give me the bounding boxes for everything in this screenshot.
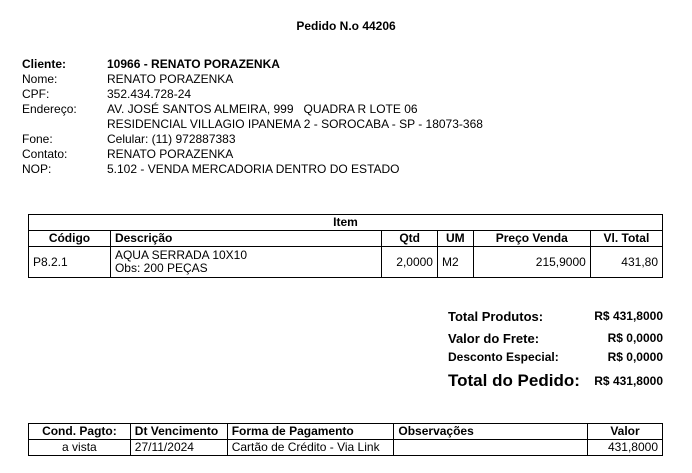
item-qty: 2,0000: [382, 247, 438, 278]
customer-value-nome: RENATO PORAZENKA: [107, 72, 234, 86]
customer-value-cliente: 10966 - RENATO PORAZENKA: [107, 57, 280, 71]
payment-method: Cartão de Crédito - Via Link: [227, 440, 394, 456]
valor-frete-value: R$ 0,0000: [607, 331, 663, 345]
customer-label-nop: NOP:: [22, 162, 52, 176]
customer-label-endereco: Endereço:: [22, 102, 77, 116]
valor-frete-label: Valor do Frete:: [448, 331, 540, 346]
item-description: AQUA SERRADA 10X10: [114, 248, 248, 262]
payment-cond: a vista: [29, 440, 131, 456]
payment-value: 431,8000: [588, 440, 663, 456]
customer-value-endereco-line2: RESIDENCIAL VILLAGIO IPANEMA 2 - SOROCABA - SP - 18073-368: [107, 117, 483, 131]
customer-value-endereco: AV. JOSÉ SANTOS ALMEIRA, 999 QUADRA R LOTE 06: [107, 102, 418, 116]
total-pedido-label: Total do Pedido:: [448, 371, 580, 390]
items-caption: Item: [29, 215, 663, 231]
col-header-qtd: Qtd: [382, 231, 438, 247]
col-header-forma-pagamento: Forma de Pagamento: [227, 424, 394, 440]
customer-label-contato: Contato:: [22, 147, 68, 161]
col-header-um: UM: [437, 231, 473, 247]
table-row: [29, 247, 663, 278]
payment-obs: [394, 440, 588, 456]
items-table: [28, 214, 663, 278]
customer-value-contato: RENATO PORAZENKA: [107, 147, 234, 161]
col-header-descricao: Descrição: [110, 231, 381, 247]
item-code: P8.2.1: [29, 247, 111, 278]
page-title: Pedido N.o 44206: [296, 19, 396, 33]
col-header-cond-pagto: Cond. Pagto:: [29, 424, 131, 440]
item-obs: Obs: 200 PEÇAS: [114, 261, 208, 275]
item-description-cell: [110, 247, 381, 278]
customer-value-fone: Celular: (11) 972887383: [107, 132, 236, 146]
table-row: [29, 440, 663, 456]
customer-value-nop: 5.102 - VENDA MERCADORIA DENTRO DO ESTADO: [107, 162, 400, 176]
payment-table: [28, 423, 663, 456]
col-header-vl-total: Vl. Total: [590, 231, 662, 247]
desconto-especial-value: R$ 0,0000: [607, 350, 663, 364]
customer-label-cliente: Cliente:: [22, 57, 67, 71]
desconto-especial-label: Desconto Especial:: [448, 350, 559, 364]
item-price: 215,9000: [473, 247, 590, 278]
col-header-preco-venda: Preço Venda: [473, 231, 590, 247]
customer-label-cpf: CPF:: [22, 87, 50, 101]
total-pedido-value: R$ 431,8000: [594, 374, 663, 388]
item-total: 431,80: [590, 247, 662, 278]
col-header-observacoes: Observações: [394, 424, 588, 440]
customer-label-nome: Nome:: [22, 72, 58, 86]
col-header-dt-vencimento: Dt Vencimento: [130, 424, 227, 440]
total-produtos-value: R$ 431,8000: [594, 309, 663, 323]
item-um: M2: [437, 247, 473, 278]
total-produtos-label: Total Produtos:: [448, 309, 544, 324]
col-header-valor: Valor: [588, 424, 663, 440]
payment-due: 27/11/2024: [130, 440, 227, 456]
customer-value-cpf: 352.434.728-24: [107, 87, 192, 101]
customer-label-fone: Fone:: [22, 132, 53, 146]
col-header-codigo: Código: [29, 231, 111, 247]
items-header-row: [29, 231, 663, 247]
payment-header-row: [29, 424, 663, 440]
